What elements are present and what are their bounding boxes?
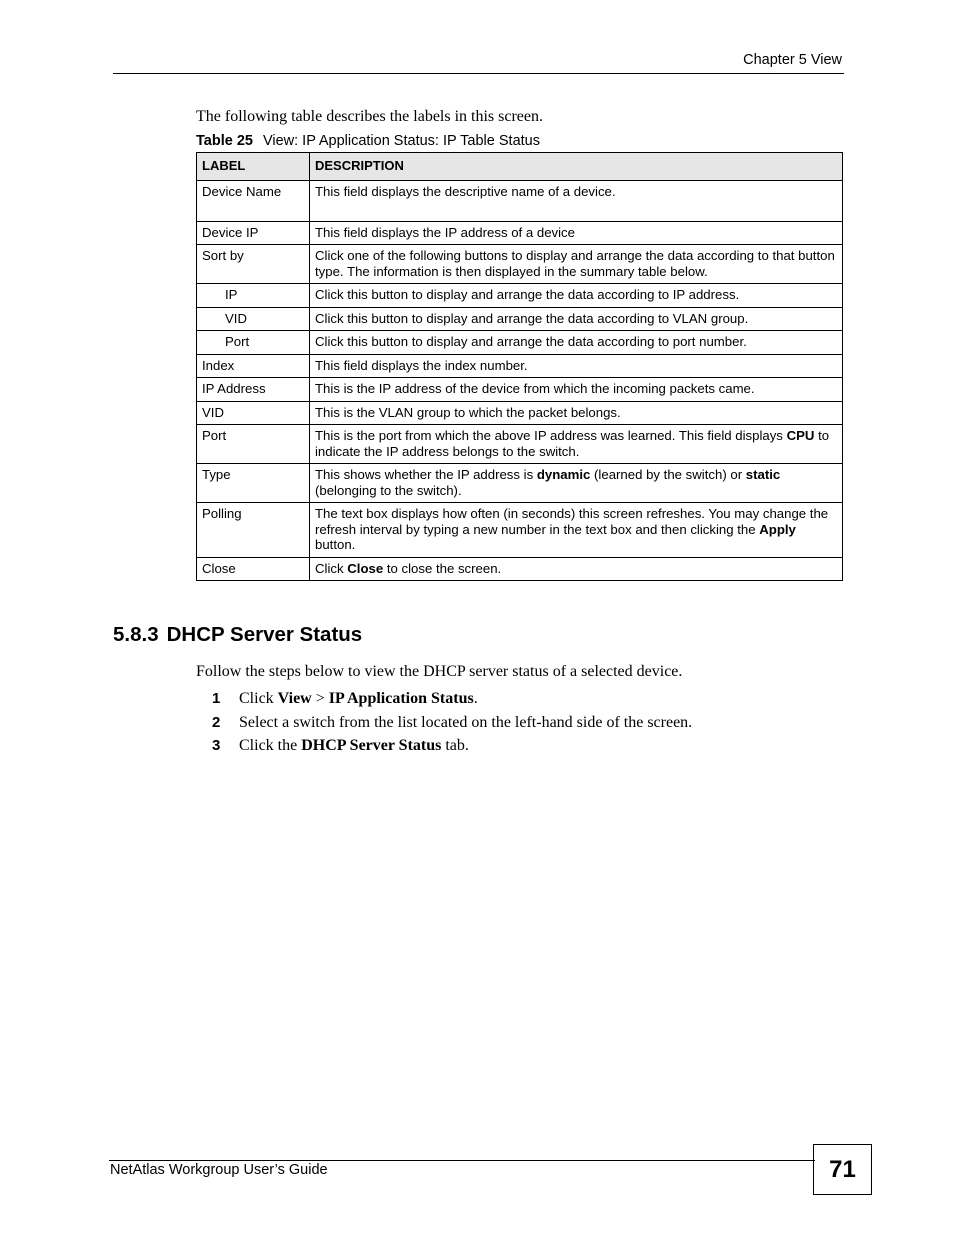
description-table bbox=[196, 152, 843, 581]
table-row bbox=[197, 331, 843, 355]
row-label: Port bbox=[197, 331, 310, 355]
table-row bbox=[197, 221, 843, 245]
footer-guide-title: NetAtlas Workgroup User’s Guide bbox=[110, 1162, 328, 1178]
table-row bbox=[197, 307, 843, 331]
row-label: Close bbox=[197, 557, 310, 581]
step-number: 3 bbox=[212, 737, 221, 754]
table-caption-text: View: IP Application Status: IP Table Status bbox=[262, 133, 540, 149]
row-label: Device IP bbox=[197, 221, 310, 245]
row-description: Click this button to display and arrange the data according to IP address. bbox=[310, 284, 843, 308]
section-number: 5.8.3 bbox=[113, 623, 159, 646]
step-number: 1 bbox=[212, 690, 221, 707]
row-label: Sort by bbox=[197, 245, 310, 284]
row-description: Click this button to display and arrange the data according to VLAN group. bbox=[310, 307, 843, 331]
row-description: Click Close to close the screen. bbox=[310, 557, 843, 581]
table-caption-label: Table 25 bbox=[196, 133, 253, 149]
row-description: This field displays the IP address of a device bbox=[310, 221, 843, 245]
row-description: This field displays the index number. bbox=[310, 354, 843, 378]
step-number: 2 bbox=[212, 713, 221, 731]
row-description: This is the IP address of the device from which the incoming packets came. bbox=[310, 378, 843, 402]
footer-rule bbox=[109, 1160, 815, 1161]
row-description: Click one of the following buttons to display and arrange the data according to that button type. The information is then displayed in the summary table below. bbox=[310, 245, 843, 284]
intro-paragraph: The following table describes the labels in this screen. bbox=[196, 108, 544, 125]
table-row bbox=[197, 180, 843, 221]
row-label: Device Name bbox=[197, 180, 310, 221]
column-header-description: DESCRIPTION bbox=[310, 153, 843, 181]
section-heading bbox=[113, 623, 362, 647]
row-label: IP Address bbox=[197, 378, 310, 402]
row-label: Index bbox=[197, 354, 310, 378]
section-title: DHCP Server Status bbox=[166, 623, 363, 646]
table-caption bbox=[196, 133, 540, 149]
header-rule bbox=[113, 73, 844, 74]
table-row bbox=[197, 557, 843, 581]
row-label: Polling bbox=[197, 503, 310, 558]
row-label: VID bbox=[197, 307, 310, 331]
row-description: This is the port from which the above IP address was learned. This field displays CPU to indicate the IP address belongs to the switch. bbox=[310, 425, 843, 464]
step-item: 3 Click the DHCP Server Status tab. bbox=[196, 737, 692, 761]
chapter-header: Chapter 5 View bbox=[743, 52, 842, 68]
row-label: Type bbox=[197, 464, 310, 503]
step-item: 2 Select a switch from the list located on the left-hand side of the screen. bbox=[196, 714, 692, 738]
row-description: Click this button to display and arrange the data according to port number. bbox=[310, 331, 843, 355]
row-description: This is the VLAN group to which the packet belongs. bbox=[310, 401, 843, 425]
table-row bbox=[197, 503, 843, 558]
table-header-row bbox=[197, 153, 843, 181]
table-row bbox=[197, 245, 843, 284]
step-item: 1 Click View > IP Application Status. bbox=[196, 690, 692, 714]
row-label: Port bbox=[197, 425, 310, 464]
page-number: 71 bbox=[813, 1144, 872, 1195]
row-label: IP bbox=[197, 284, 310, 308]
section-lead: Follow the steps below to view the DHCP server status of a selected device. bbox=[196, 663, 683, 680]
table-row bbox=[197, 464, 843, 503]
table-row bbox=[197, 425, 843, 464]
table-row bbox=[197, 378, 843, 402]
column-header-label: LABEL bbox=[197, 153, 310, 181]
table-row bbox=[197, 401, 843, 425]
row-description: The text box displays how often (in seconds) this screen refreshes. You may change the refresh interval by typing a new number in the text box and then clicking the Apply button. bbox=[310, 503, 843, 558]
steps-list bbox=[196, 690, 692, 761]
row-label: VID bbox=[197, 401, 310, 425]
table-row bbox=[197, 354, 843, 378]
row-description: This shows whether the IP address is dynamic (learned by the switch) or static (belonging to the switch). bbox=[310, 464, 843, 503]
table-row bbox=[197, 284, 843, 308]
row-description: This field displays the descriptive name of a device. bbox=[310, 180, 843, 221]
